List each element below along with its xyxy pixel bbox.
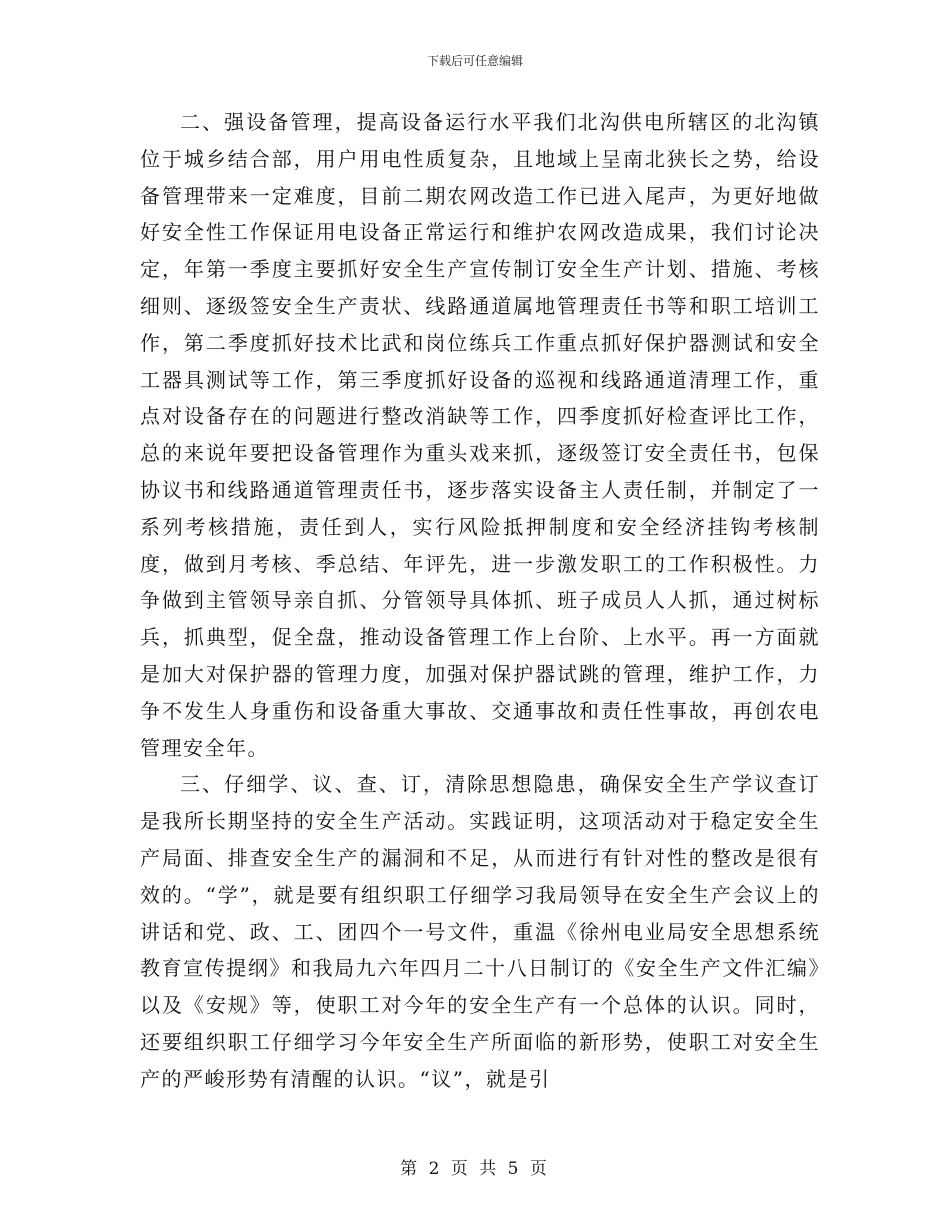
paragraph-study-discuss-check: 三、仔细学、议、查、订，清除思想隐患，确保安全生产学议查订是我所长期坚持的安全生产活动。实践证明，这项活动对于稳定安全生产局面、排查安全生产的漏洞和不足，从而进行有针对性的整改是很有效的。“学”，就是要有组织职工仔细学习我局领导在安全生产会议上的讲话和党、政、工、团四个一号文件，重温《徐州电业局安全思想系统教育宣传提纲》和我局九六年四月二十八日制订的《安全生产文件汇编》以及《安规》等，使职工对今年的安全生产有一个总体的认识。同时，还要组织职工仔细学习今年安全生产所面临的新形势，使职工对安全生产的严峻形势有清醒的认识。“议”，就是引 xyxy=(140,772,820,1091)
paragraph-equipment-management: 二、强设备管理，提高设备运行水平我们北沟供电所辖区的北沟镇位于城乡结合部，用户用电性质复杂，且地域上呈南北狭长之势，给设备管理带来一定难度，目前二期农网改造工作已进入尾声，为更好地做好安全性工作保证用电设备正常运行和维护农网改造成果，我们讨论决定，年第一季度主要抓好安全生产宣传制订安全生产计划、措施、考核细则、逐级签安全生产责状、线路通道属地管理责任书等和职工培训工作，第二季度抓好技术比武和岗位练兵工作重点抓好保护器测试和安全工器具测试等工作，第三季度抓好设备的巡视和线路通道清理工作，重点对设备存在的问题进行整改消缺等工作，四季度抓好检查评比工作，总的来说年要把设备管理作为重头戏来抓，逐级签订安全责任书，包保协议书和线路通道管理责任书，逐步落实设备主人责任制，并制定了一系列考核措施，责任到人，实行风险抵押制度和安全经济挂钩考核制度，做到月考核、季总结、年评先，进一步激发职工的工作积极性。力争做到主管领导亲自抓、分管领导具体抓、班子成员人人抓，通过树标兵，抓典型，促全盘，推动设备管理工作上台阶、上水平。再一方面就是加大对保护器的管理力度，加强对保护器试跳的管理，维护工作，力争不发生人身重伤和设备重大事故、交通事故和责任性事故，再创农电管理安全年。 xyxy=(140,110,820,760)
document-body xyxy=(140,104,820,1098)
page-header-note: 下载后可任意编辑 xyxy=(426,54,523,68)
page-number-footer: 第 2 页 共 5 页 xyxy=(400,1159,550,1179)
